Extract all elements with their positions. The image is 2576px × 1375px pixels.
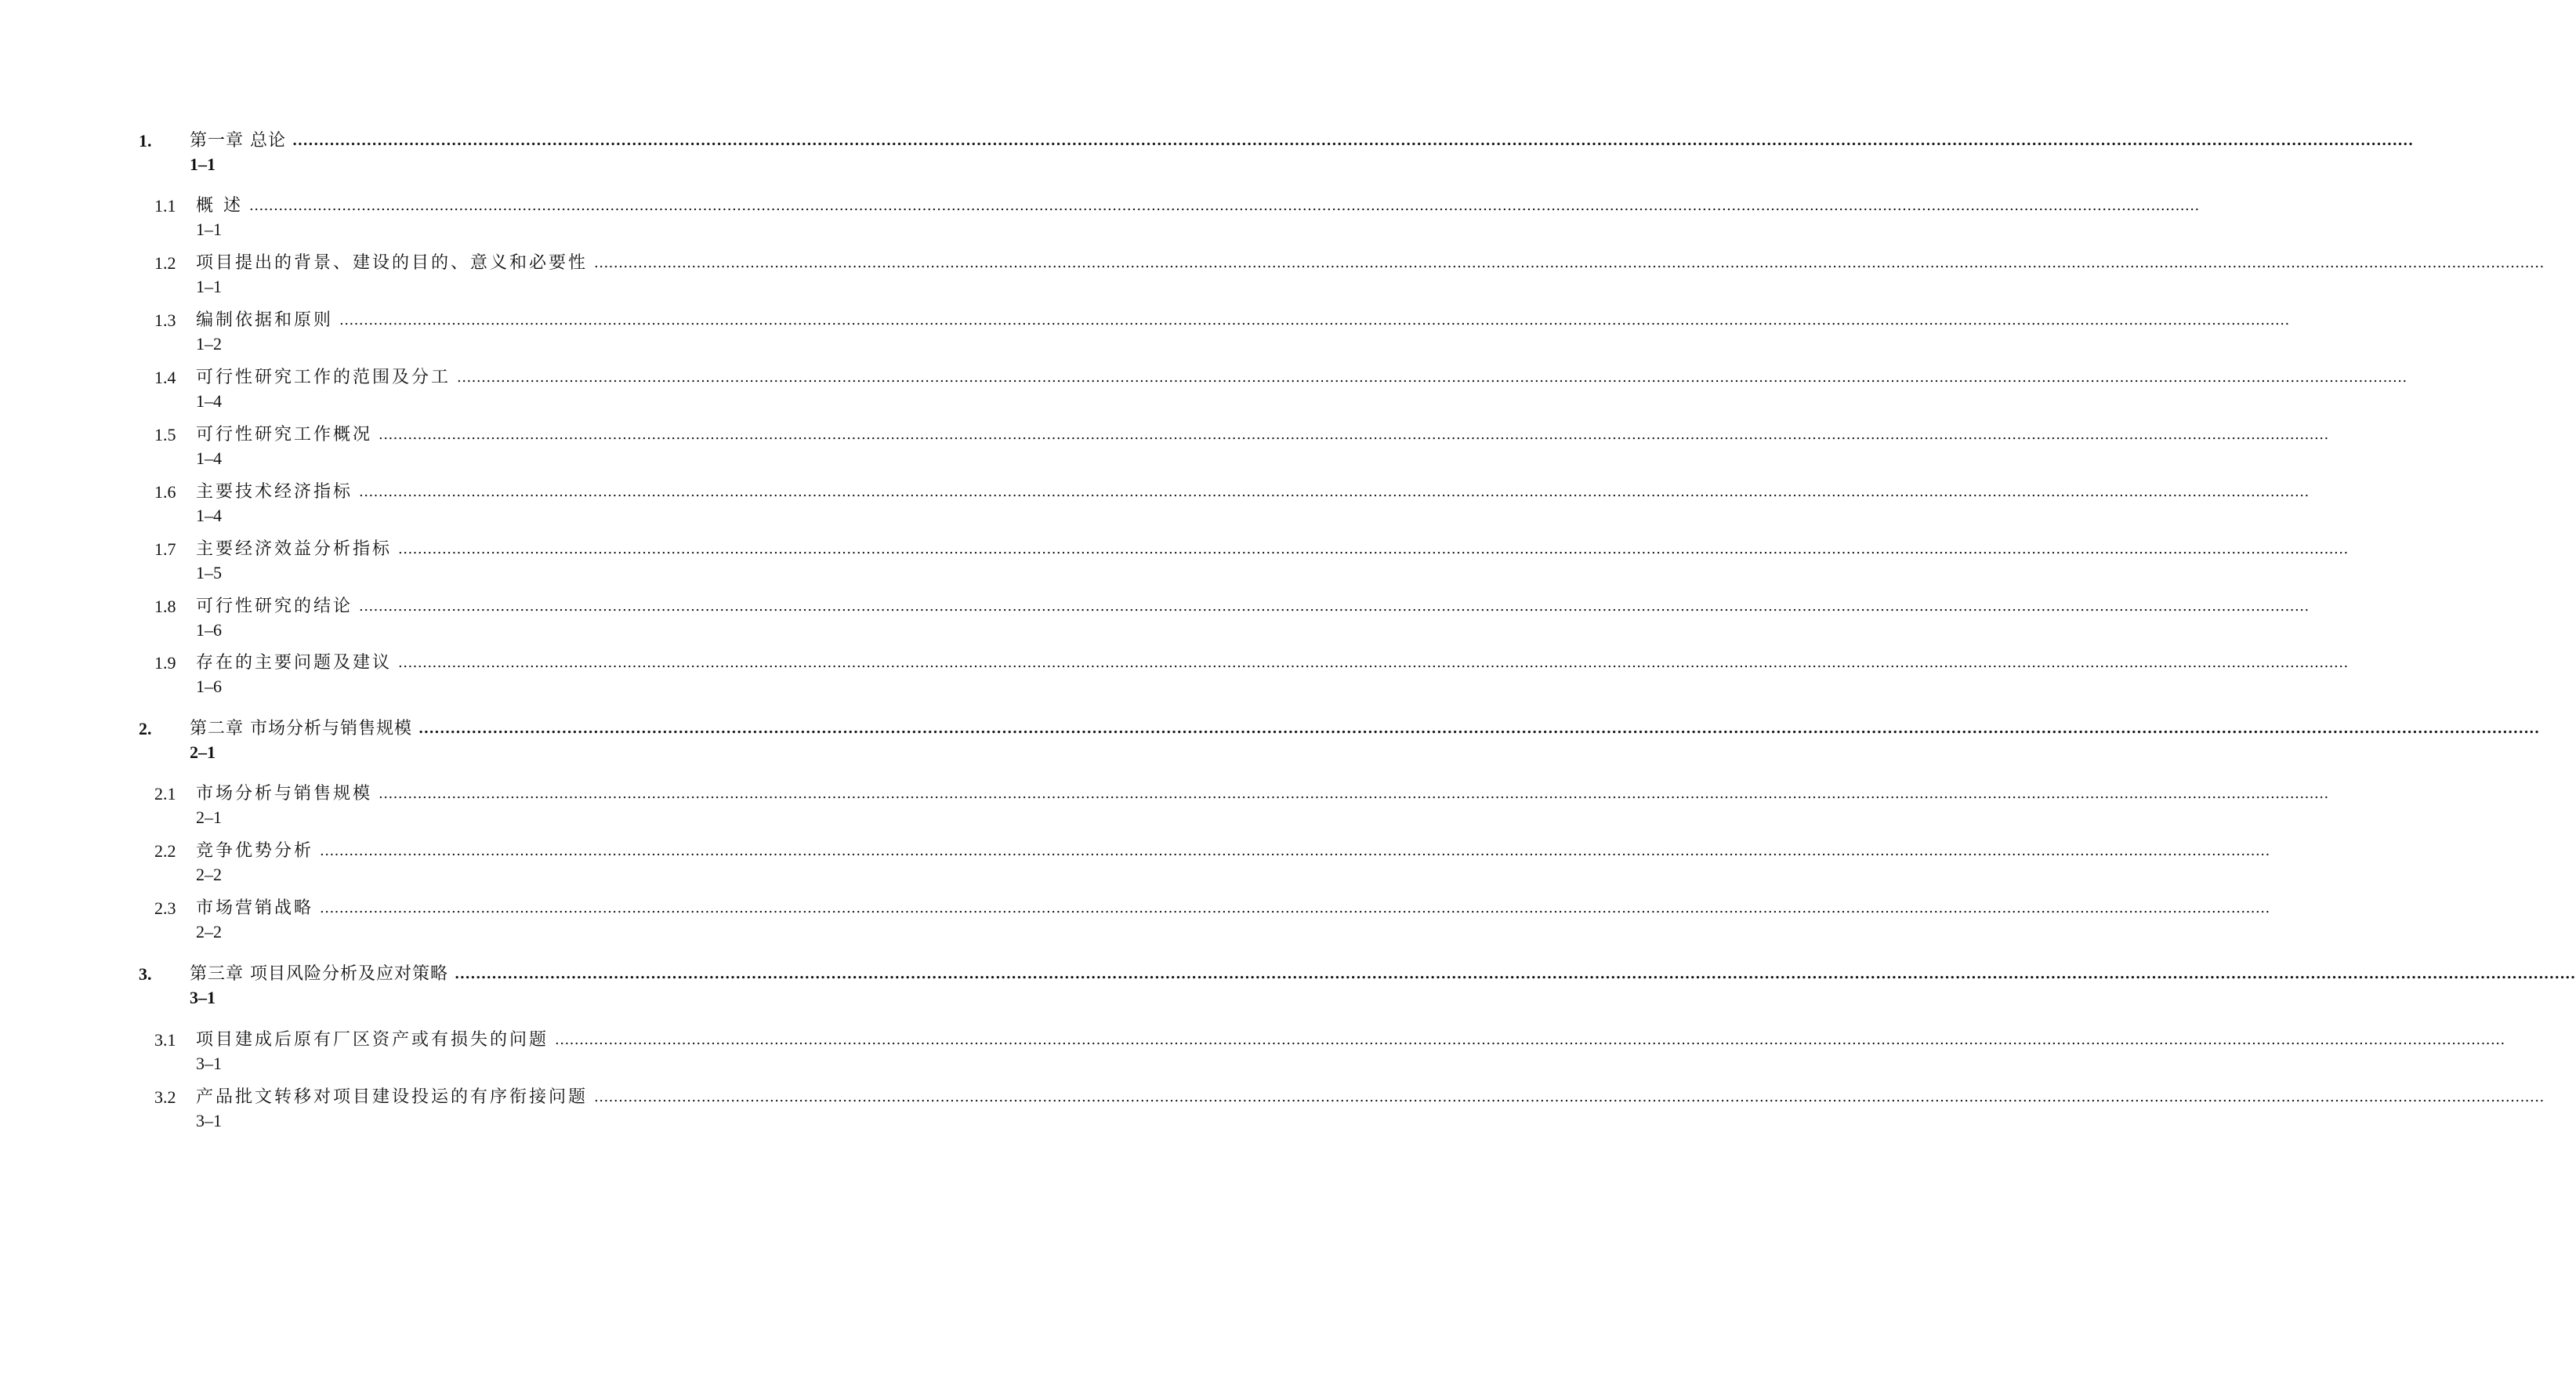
toc-entry-title: 可行性研究工作概况 [196, 425, 373, 444]
dot-leader: ................................................................................................................................................................................................................................................................................................................................................................................................................ [594, 255, 2545, 271]
toc-entry-page: 2–1 [196, 807, 222, 827]
toc-entry-number: 2.1 [154, 784, 176, 804]
toc-section-entry[interactable] [0, 782, 2329, 837]
toc-entry-title: 第二章 市场分析与销售规模 [190, 719, 412, 738]
toc-entry-title: 概 述 [196, 196, 243, 216]
toc-entry-title: 第三章 项目风险分析及应对策略 [190, 964, 448, 984]
dot-leader: ................................................................................................................................................................................................................................................................................................................................................................................................................ [398, 541, 2349, 557]
toc-entry-number: 3.1 [154, 1030, 176, 1050]
toc-entry-page: 1–6 [196, 620, 222, 640]
toc-entry-number: 1.4 [154, 368, 176, 387]
toc-entry-page: 1–6 [196, 677, 222, 696]
toc-entry-page: 3–1 [196, 1111, 222, 1130]
toc-entry-title: 市场分析与销售规模 [196, 784, 373, 804]
toc-section-entry[interactable] [0, 252, 2545, 307]
toc-entry-title: 可行性研究的结论 [196, 597, 353, 616]
toc-chapter-entry[interactable] [0, 963, 2576, 1018]
toc-entry-number: 2. [139, 719, 152, 738]
toc-section-entry[interactable] [0, 366, 2408, 421]
dot-leader: ................................................................................................................................................................................................................................................................................................................................................................................................................ [418, 720, 2540, 737]
toc-entry-title: 可行性研究工作的范围及分工 [196, 368, 451, 387]
toc-entry-number: 3. [139, 964, 152, 984]
toc-section-entry[interactable] [0, 538, 2349, 593]
toc-entry-page: 1–5 [196, 563, 222, 582]
toc-entry-title: 编制依据和原则 [196, 310, 334, 330]
dot-leader: ................................................................................................................................................................................................................................................................................................................................................................................................................ [379, 785, 2329, 802]
toc-entry-title: 存在的主要问题及建议 [196, 653, 393, 673]
toc-entry-title: 项目提出的背景、建设的目的、意义和必要性 [196, 253, 589, 273]
toc-entry-number: 3.2 [154, 1087, 176, 1107]
toc-entry-page: 2–1 [190, 742, 216, 762]
toc-entry-page: 2–2 [196, 922, 222, 941]
toc-entry-title: 项目建成后原有厂区资产或有损失的问题 [196, 1030, 549, 1050]
toc-entry-page: 1–1 [190, 154, 216, 174]
toc-section-entry[interactable] [0, 194, 2200, 249]
toc-entry-title: 市场营销战略 [196, 898, 314, 918]
toc-section-entry[interactable] [0, 423, 2329, 478]
dot-leader: ................................................................................................................................................................................................................................................................................................................................................................................................................ [292, 132, 2414, 149]
toc-entry-page: 3–1 [190, 988, 216, 1007]
toc-section-entry[interactable] [0, 1086, 2545, 1141]
toc-entry-number: 1. [139, 131, 152, 151]
toc-entry-number: 1.2 [154, 253, 176, 273]
toc-entry-page: 1–1 [196, 277, 222, 296]
dot-leader: ................................................................................................................................................................................................................................................................................................................................................................................................................ [457, 369, 2408, 386]
toc-entry-page: 1–1 [196, 219, 222, 239]
dot-leader: ................................................................................................................................................................................................................................................................................................................................................................................................................ [320, 843, 2270, 859]
toc-entry-number: 2.3 [154, 898, 176, 918]
toc-section-entry[interactable] [0, 481, 2310, 535]
toc-section-entry[interactable] [0, 595, 2310, 650]
toc-entry-title: 产品批文转移对项目建设投运的有序衔接问题 [196, 1087, 589, 1107]
dot-leader: ................................................................................................................................................................................................................................................................................................................................................................................................................ [320, 900, 2270, 916]
toc-entry-number: 1.7 [154, 539, 176, 559]
dot-leader: ................................................................................................................................................................................................................................................................................................................................................................................................................ [555, 1032, 2505, 1048]
dot-leader: ................................................................................................................................................................................................................................................................................................................................................................................................................ [359, 598, 2310, 615]
toc-section-entry[interactable] [0, 309, 2290, 364]
toc-entry-number: 1.5 [154, 425, 176, 444]
toc-entry-page: 1–4 [196, 448, 222, 468]
toc-entry-number: 1.1 [154, 196, 176, 216]
toc-entry-number: 1.6 [154, 482, 176, 502]
toc-entry-number: 1.9 [154, 653, 176, 673]
dot-leader: ................................................................................................................................................................................................................................................................................................................................................................................................................ [398, 655, 2349, 671]
toc-entry-page: 2–2 [196, 865, 222, 884]
toc-entry-number: 1.8 [154, 597, 176, 616]
toc-entry-title: 主要技术经济指标 [196, 482, 353, 502]
toc-entry-page: 1–2 [196, 334, 222, 354]
toc-entry-number: 1.3 [154, 310, 176, 330]
toc-chapter-entry[interactable] [0, 129, 2414, 184]
toc-entry-title: 主要经济效益分析指标 [196, 539, 393, 559]
dot-leader: ................................................................................................................................................................................................................................................................................................................................................................................................................ [339, 312, 2290, 328]
toc-entry-page: 1–4 [196, 391, 222, 411]
toc-section-entry[interactable] [0, 651, 2349, 706]
dot-leader: ................................................................................................................................................................................................................................................................................................................................................................................................................ [379, 426, 2329, 443]
toc-section-entry[interactable] [0, 1029, 2505, 1083]
dot-leader: ................................................................................................................................................................................................................................................................................................................................................................................................................ [359, 484, 2310, 500]
dot-leader: ................................................................................................................................................................................................................................................................................................................................................................................................................ [249, 198, 2200, 214]
toc-entry-number: 2.2 [154, 841, 176, 861]
dot-leader: ................................................................................................................................................................................................................................................................................................................................................................................................................ [594, 1089, 2545, 1105]
toc-entry-page: 3–1 [196, 1054, 222, 1073]
dot-leader: ................................................................................................................................................................................................................................................................................................................................................................................................................ [455, 966, 2576, 982]
toc-chapter-entry[interactable] [0, 717, 2540, 772]
toc-entry-page: 1–4 [196, 506, 222, 525]
toc-section-entry[interactable] [0, 897, 2270, 952]
toc-entry-title: 竞争优势分析 [196, 841, 314, 861]
toc-section-entry[interactable] [0, 840, 2270, 894]
toc-entry-title: 第一章 总论 [190, 131, 286, 151]
